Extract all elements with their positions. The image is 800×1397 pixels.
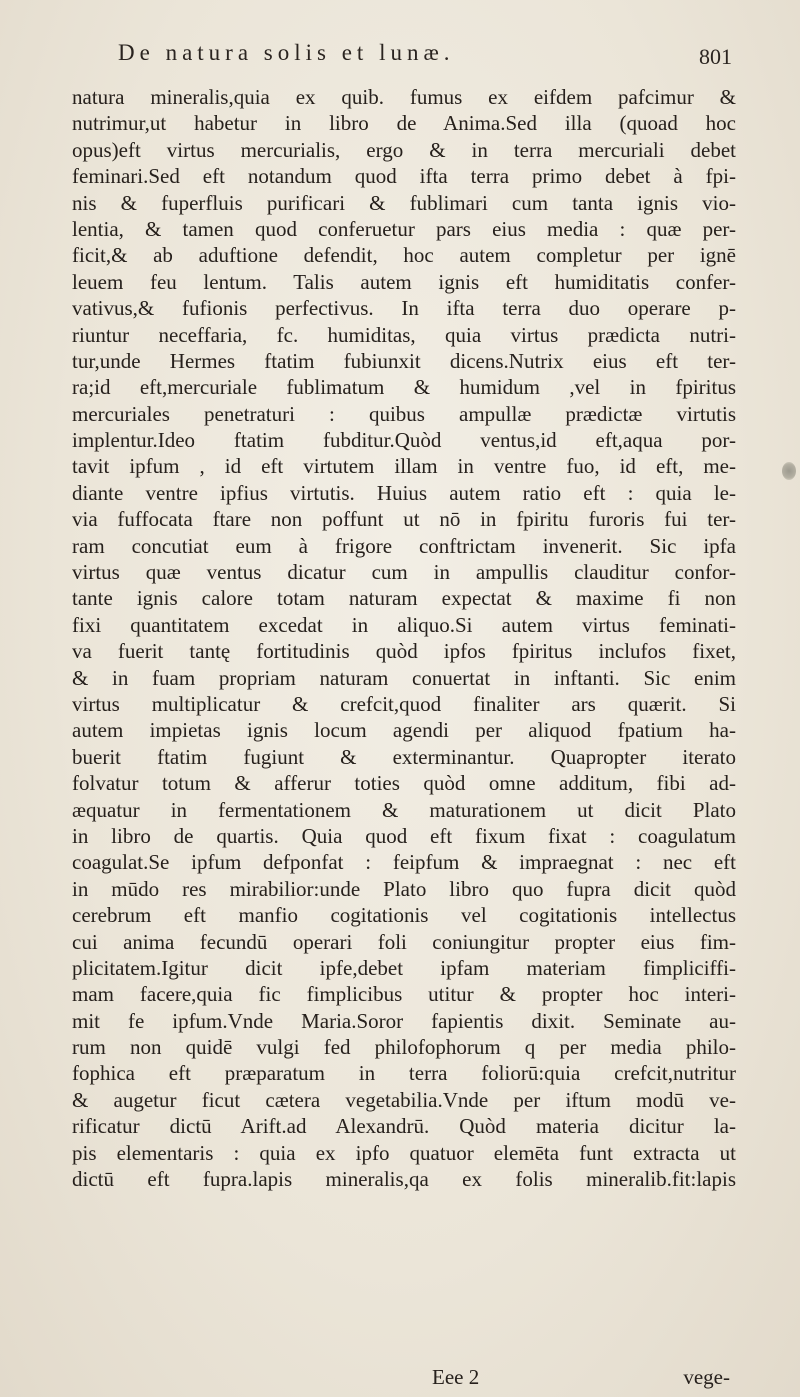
text-line: folvatur totum & afferur toties quòd omne additum, fibi ad- — [72, 771, 736, 796]
text-line: buerit ftatim fugiunt & exterminantur. Quapropter iterato — [72, 744, 736, 769]
text-line: opus)eft virtus mercurialis, ergo & in terra mercuriali debet — [72, 137, 736, 162]
text-line: cui anima fecundū operari foli coniungitur propter eius fim- — [72, 929, 736, 954]
text-line: tur,unde Hermes ftatim fubiunxit dicens.Nutrix eius eft ter- — [72, 348, 736, 373]
text-line: mam facere,quia fic fimplicibus utitur & propter hoc interi- — [72, 982, 736, 1007]
ink-blot — [782, 462, 796, 480]
text-line: ficit,& ab aduftione defendit, hoc autem completur per ignē — [72, 243, 736, 268]
text-line: & in fuam propriam naturam conuertat in inftanti. Sic enim — [72, 665, 736, 690]
text-line: coagulat.Se ipfum defponfat : feipfum & impraegnat : nec eft — [72, 850, 736, 875]
text-line: in libro de quartis. Quia quod eft fixum fixat : coagulatum — [72, 823, 736, 848]
text-line: plicitatem.Igitur dicit ipfe,debet ipfam materiam fimpliciffi- — [72, 955, 736, 980]
text-line: autem impietas ignis locum agendi per aliquod fpatium ha- — [72, 718, 736, 743]
text-line: natura mineralis,quia ex quib. fumus ex eifdem pafcimur & — [72, 85, 736, 109]
text-line: æquatur in fermentationem & maturationem ut dicit Plato — [72, 797, 736, 822]
page-number: 801 — [699, 44, 732, 69]
text-line: vativus,& fufionis perfectivus. In ifta terra duo operare p- — [72, 296, 736, 321]
text-line: feminari.Sed eft notandum quod ifta terra primo debet à fpi- — [72, 164, 736, 189]
text-line: mit fe ipfum.Vnde Maria.Soror fapientis dixit. Seminate au- — [72, 1008, 736, 1033]
signature-mark: Eee 2 — [432, 1365, 480, 1389]
text-line: & augetur ficut cætera vegetabilia.Vnde per iftum modū ve- — [72, 1087, 736, 1112]
text-line: virtus multiplicatur & crefcit,quod finaliter ars quærit. Si — [72, 691, 736, 716]
text-line: in mūdo res mirabilior:unde Plato libro quo fupra dicit quòd — [72, 876, 736, 901]
text-line: ram concutiat eum à frigore conftrictam invenerit. Sic ipfa — [72, 533, 736, 558]
text-line: rum non quidē vulgi fed philofophorum q per media philo- — [72, 1035, 736, 1060]
text-line: va fuerit tantę fortitudinis quòd ipfos fpiritus inclufos fixet, — [72, 639, 736, 664]
text-line: riuntur neceffaria, fc. humiditas, quia virtus prædicta nutri- — [72, 322, 736, 347]
text-line: diante ventre ipfius virtutis. Huius autem ratio eft : quia le- — [72, 480, 736, 505]
footer-line — [72, 1365, 736, 1391]
text-line: fophica eft præparatum in terra foliorū:quia crefcit,nutritur — [72, 1061, 736, 1086]
text-line: tante ignis calore totam naturam expectat & maxime fi non — [72, 586, 736, 611]
text-line: fixi quantitatem excedat in aliquo.Si autem virtus feminati- — [72, 612, 736, 637]
text-line: dictū eft fupra.lapis mineralis,qa ex folis mineralib.fit:lapis — [72, 1167, 736, 1192]
text-line: nis & fuperfluis purificari & fublimari cum tanta ignis vio- — [72, 190, 736, 215]
text-line: ra;id eft,mercuriale fublimatum & humidum ,vel in fpiritus — [72, 375, 736, 400]
catchword: vege- — [683, 1365, 730, 1389]
text-line: via fuffocata ftare non poffunt ut nō in fpiritu furoris fui ter- — [72, 507, 736, 532]
body-text — [72, 84, 736, 1192]
text-line: mercuriales penetraturi : quibus ampullæ prædictæ virtutis — [72, 401, 736, 426]
text-line: cerebrum eft manfio cogitationis vel cogitationis intellectus — [72, 903, 736, 928]
text-line: rificatur dictū Arift.ad Alexandrū. Quòd materia dicitur la- — [72, 1114, 736, 1139]
running-title: De natura solis et lunæ. — [118, 40, 455, 65]
text-line: tavit ipfum , id eft virtutem illam in ventre fuo, id eft, me- — [72, 454, 736, 479]
text-line: virtus quæ ventus dicatur cum in ampullis clauditur confor- — [72, 560, 736, 585]
text-line: nutrimur,ut habetur in libro de Anima.Sed illa (quoad hoc — [72, 111, 736, 136]
text-line: leuem feu lentum. Talis autem ignis eft humiditatis confer- — [72, 269, 736, 294]
text-line: implentur.Ideo ftatim fubditur.Quòd ventus,id eft,aqua por- — [72, 428, 736, 453]
text-line: lentia, & tamen quod conferuetur pars eius media : quæ per- — [72, 216, 736, 241]
text-line: pis elementaris : quia ex ipfo quatuor elemēta funt extracta ut — [72, 1140, 736, 1165]
